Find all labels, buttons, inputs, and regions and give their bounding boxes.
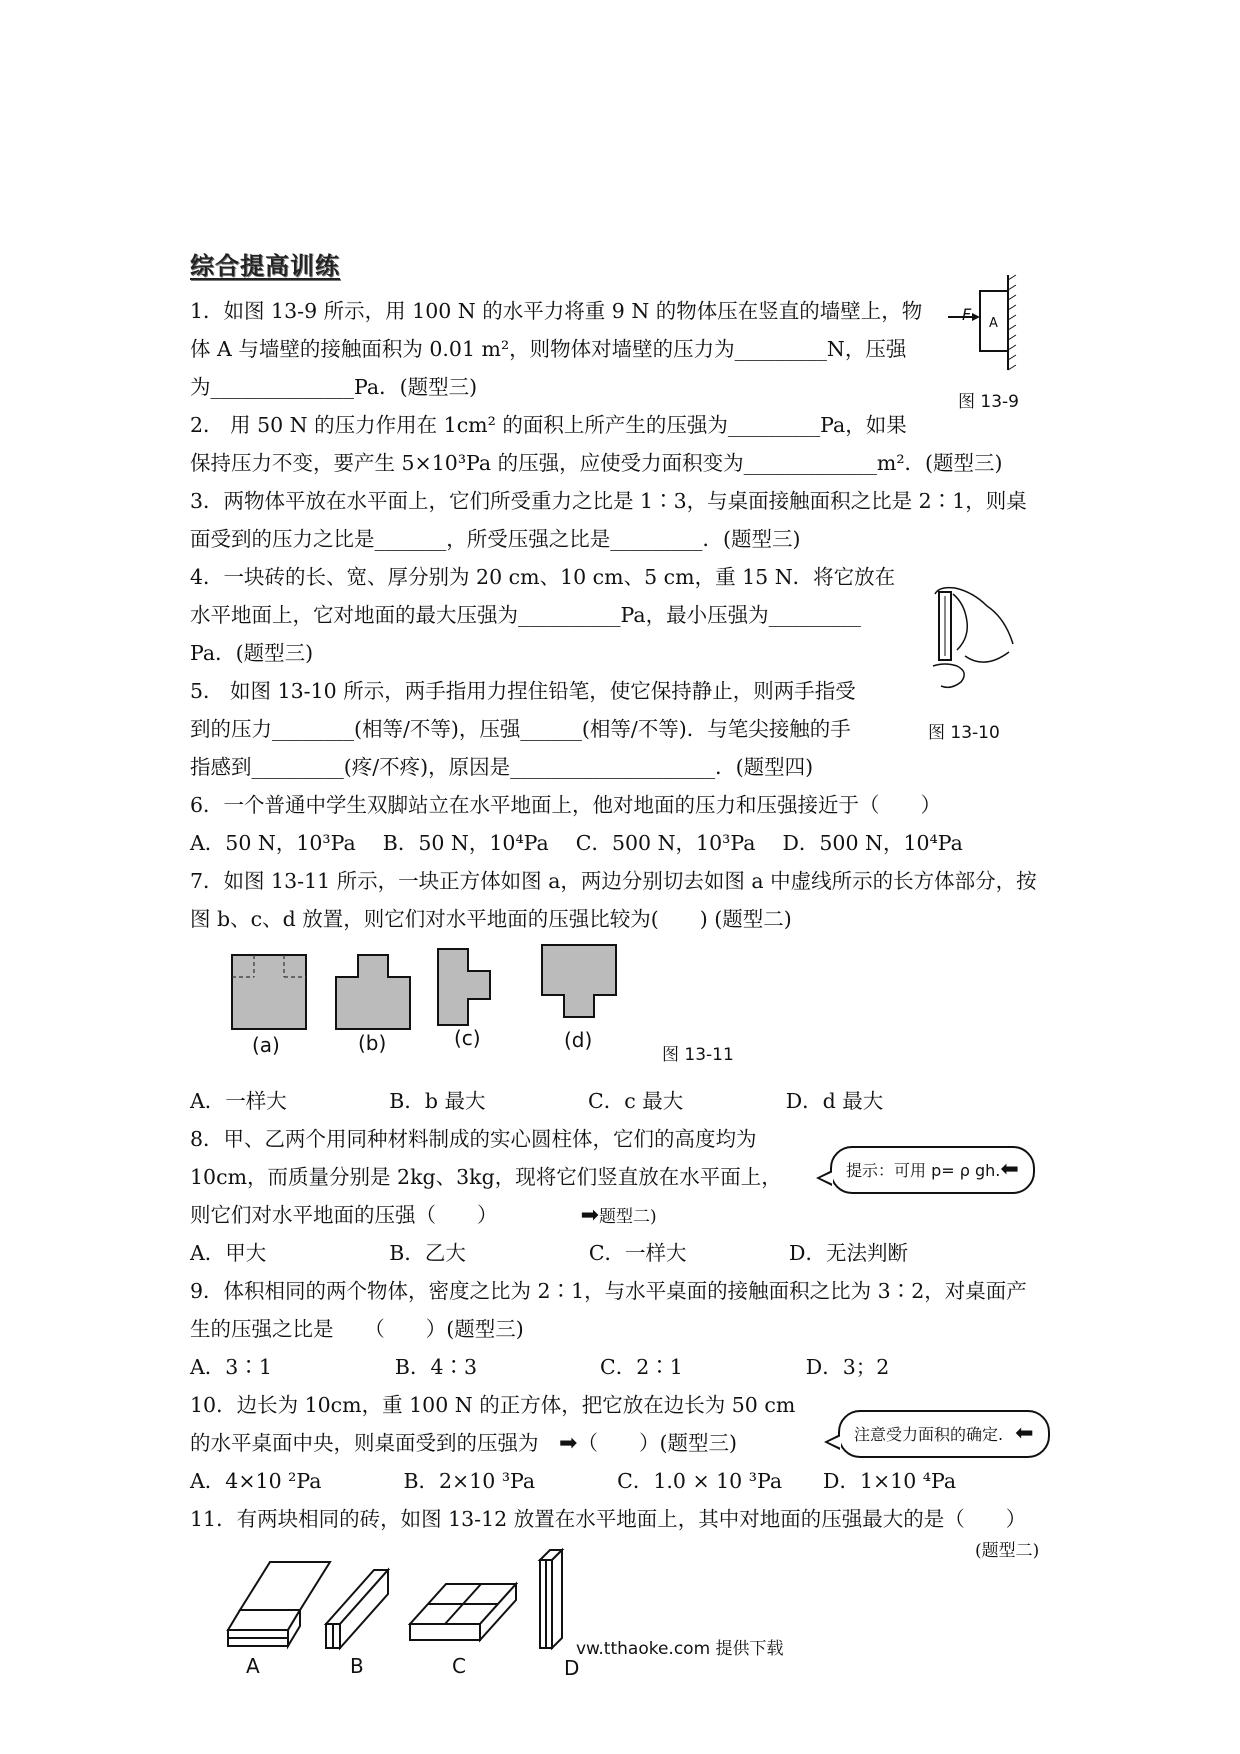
q8-line3-text: 则它们对水平地面的压强（ ） — [190, 1203, 498, 1227]
q8-options: A．甲大 B．乙大 C．一样大 D．无法判断 — [190, 1241, 908, 1265]
q11-tag: (题型二) — [975, 1541, 1040, 1561]
q10-line2-text: 的水平桌面中央，则桌面受到的压强为 — [190, 1431, 539, 1455]
q6-options: A．50 N，10³Pa B．50 N，10⁴Pa C．500 N，10³Pa D．500 N，10⁴Pa — [190, 831, 963, 855]
q7-line2: 图 b、c、d 放置，则它们对水平地面的压强比较为( ) (题型二) — [190, 907, 792, 931]
q1-line2: 体 A 与墙壁的接触面积为 0.01 m²，则物体对墙壁的压力为_________N，压强 — [190, 337, 907, 361]
q9-line1: 9．体积相同的两个物体，密度之比为 2∶1，与水平桌面的接触面积之比为 3∶2，对桌面产 — [190, 1279, 1027, 1303]
q1-line1: 1．如图 13-9 所示，用 100 N 的水平力将重 9 N 的物体压在竖直的墙壁上，物 — [190, 299, 923, 323]
q10-options: A．4×10 ²Pa B．2×10 ³Pa C．1.0 × 10 ³Pa D．1×10 ⁴Pa — [190, 1469, 957, 1493]
figure-13-12 — [224, 1540, 604, 1660]
fig-13-12-caption-d: D — [564, 1656, 580, 1680]
left-arrow-icon: ⬅ — [1015, 1421, 1034, 1446]
figure-13-10-label: 图 13-10 — [928, 723, 1000, 743]
hint-2-text: 注意受力面积的确定. — [854, 1425, 1004, 1444]
hint-bubble-2 — [838, 1410, 1050, 1458]
q2-line2: 保持压力不变，要产生 5×10³Pa 的压强，应使受力面积变为_____________m²．(题型三) — [190, 451, 1003, 475]
q10-line2 — [190, 1430, 737, 1457]
left-arrow-icon: ⬅ — [1000, 1157, 1019, 1182]
q9-line2: 生的压强之比是 （ ）(题型三) — [190, 1317, 524, 1341]
q8-line2: 10cm，而质量分别是 2kg、3kg，现将它们竖直放在水平面上， — [190, 1165, 782, 1189]
q7-options: A．一样大 B．b 最大 C．c 最大 D．d 最大 — [190, 1089, 884, 1113]
q1-line3: 为______________Pa．(题型三) — [190, 375, 478, 399]
fig-13-12-caption-b: B — [350, 1654, 364, 1678]
force-label: F — [962, 305, 972, 324]
fig-13-12-caption-a: A — [246, 1654, 260, 1678]
fig-13-12-caption-c: C — [452, 1654, 466, 1678]
q11-line1: 11．有两块相同的砖，如图 13-12 放置在水平地面上，其中对地面的压强最大的是（ ） — [190, 1507, 1027, 1531]
figure-13-11-label: 图 13-11 — [662, 1045, 734, 1065]
q2-line1: 2． 用 50 N 的压力作用在 1cm² 的面积上所产生的压强为_________Pa，如果 — [190, 413, 907, 437]
right-arrow-icon: ➡ — [559, 1431, 578, 1456]
q6-line1: 6．一个普通中学生双脚站立在水平地面上，他对地面的压力和压强接近于（ ） — [190, 793, 942, 817]
q8-tail: 题型二) — [599, 1207, 657, 1227]
caption-c: (c) — [454, 1026, 481, 1050]
q4-line2: 水平地面上，它对地面的最大压强为__________Pa，最小压强为_________ — [190, 603, 861, 627]
q7-line1: 7．如图 13-11 所示，一块正方体如图 a，两边分别切去如图 a 中虚线所示的长方体部分，按 — [190, 869, 1037, 893]
hint-1-text: 提示：可用 p= ρ gh. — [846, 1161, 1001, 1180]
figure-13-10 — [925, 586, 1025, 706]
block-label: A — [989, 316, 998, 331]
q10-line1: 10．边长为 10cm，重 100 N 的正方体，把它放在边长为 50 cm — [190, 1393, 796, 1417]
hint-bubble-1 — [830, 1146, 1035, 1194]
q10-tail: （ ）(题型三) — [577, 1431, 737, 1455]
caption-d: (d) — [564, 1028, 593, 1052]
q8-line3 — [190, 1202, 657, 1230]
q4-line1: 4．一块砖的长、宽、厚分别为 20 cm、10 cm、5 cm，重 15 N．将它放在 — [190, 565, 896, 589]
caption-b: (b) — [358, 1031, 387, 1055]
q9-options: A．3∶1 B．4∶3 C．2∶1 D．3；2 — [190, 1355, 890, 1379]
figure-13-9-label: 图 13-9 — [958, 392, 1019, 412]
q3-line2: 面受到的压力之比是_______，所受压强之比是_________．(题型三) — [190, 527, 801, 551]
figure-13-9 — [950, 275, 1020, 375]
right-arrow-icon: ➡ — [580, 1203, 599, 1228]
section-title: 综合提高训练 — [190, 251, 340, 280]
caption-a: (a) — [252, 1033, 280, 1057]
q5-line3: 指感到_________(疼/不疼)，原因是____________________．(题型四) — [190, 755, 814, 779]
q4-line3: Pa．(题型三) — [190, 641, 314, 665]
q8-line1: 8．甲、乙两个用同种材料制成的实心圆柱体，它们的高度均为 — [190, 1127, 757, 1151]
q5-line1: 5． 如图 13-10 所示，两手指用力捏住铅笔，使它保持静止，则两手指受 — [190, 679, 856, 703]
footer-watermark: vw.tthaoke.com 提供下载 — [576, 1639, 784, 1659]
q5-line2: 到的压力________(相等/不等)，压强______(相等/不等)．与笔尖接触的手 — [190, 717, 851, 741]
q3-line1: 3．两物体平放在水平面上，它们所受重力之比是 1∶3，与桌面接触面积之比是 2∶1，则桌 — [190, 489, 1027, 513]
